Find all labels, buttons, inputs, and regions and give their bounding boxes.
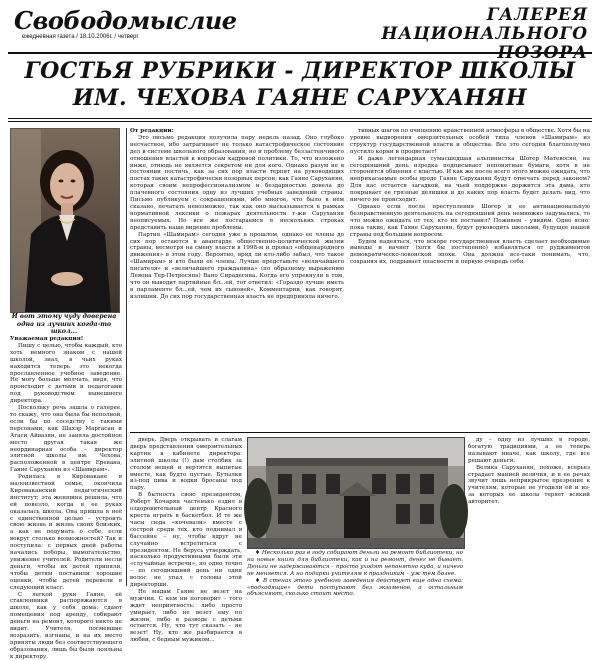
article-paragraph: От редакции: bbox=[130, 128, 174, 134]
headline-rule bbox=[8, 118, 592, 119]
newspaper-subtitle: ежедневная газета / 18.10.2006г. / четверг bbox=[22, 34, 139, 40]
article-paragraph: Будем надеяться, что вскоре государственная власть сделает необходимые выводы и начнет (хотя бы постепенно) избавляться от руджиментов демократическо-ловонской эпохи. Она должна все-таки понимать, что, сохраняя их, подрывает опасности и первую очередь себя. bbox=[350, 238, 590, 266]
section-title bbox=[338, 6, 588, 63]
section-title-line2: НАЦИОНАЛЬНОГО ПОЗОРА bbox=[381, 24, 588, 63]
column-divider bbox=[126, 128, 127, 586]
column-bottom-bullets bbox=[247, 550, 463, 598]
school-building-photo bbox=[247, 437, 465, 549]
article-paragraph: Поскольку речь зашла о галерее, то скажу, что она была бы неполной, если бы по соседству с такими персонами, как Шахэр Маргасан и Агаси Айвазян, не заняла достойное место другая такая же неординарная особа – директор элитной школы им. Чехова, расположенной в центре Еревана, Гаяне Саруханян из «Шамирам». bbox=[10, 405, 122, 474]
article-headline bbox=[8, 58, 592, 112]
headline-line1: ГОСТЬЯ РУБРИКИ - ДИРЕКТОР ШКОЛЫ bbox=[24, 58, 576, 84]
column-bottom-left bbox=[130, 437, 242, 644]
article-paragraph: дверь. Дверь открывать и слагам дверь представления омерзительных картин в кабинете директора: элитной школы (!) дам столбик за столом вещей и вертятся выпитые вместе, как будто пустые. Бутылки из-под пива и водки бросаны под пару. bbox=[130, 437, 242, 492]
article-paragraph: И даже легендарная сумасшедшая альпинистка Шогер Матевосян, на сегодняшний день изредка подписывает непонятные бумаги, хотя в не сторонится общения с властью. И как же после всего этого можно ожидать, что неприкасаемые особы вроде Гаяне Саруханян будут отвечать перед законом? Для нас остается загадкой, на чьей поддержке держится эта дама, кто покрывает ее грязные делишки и до каких пор власть будет делать вид, что ничего не происходит. bbox=[350, 155, 591, 204]
section-divider bbox=[130, 432, 590, 433]
article-paragraph: С легкой руки Гаяне, её ставленники распоряжаются в школе, как у себя дома: сдают помещения под аренду, собирают деньги на ремонт, которого никто не видит. Учителя, посмевшие возразить, изгнаны, и на их место приняты люди без соответствующего образования, лишь бы были лояльны к директору. bbox=[10, 591, 122, 660]
article-paragraph: В бытность свою президентом, Роберт Кочарян частенько ездил в оздоровительный центр Красного креста играть в баскетбол. И те же часы сюда «кочевали» вместе с сестрой среди тех, кто поднимал в бассейне – ну, чтобы вдруг не случайно встретиться с президентом. Не берусь утверждать, насколько продуктивными были эти «случайные встречи», но одно точно – по сегодняшний день ни один волос не упал с головы этой директорши. bbox=[130, 492, 242, 589]
portrait-photo bbox=[10, 128, 120, 313]
article-paragraph: ♦ Несколько раз в году собирают деньги на ремонт библиотеки, но на новые книги для библиотеки, как и на ремонт, денег не бывает. Деньги не задерживаются – просто уходят непонятно куда, и ничего не меняется. А на подарки учителям к праздникам – уж тем более. bbox=[247, 550, 463, 577]
article-paragraph: ду – одну из лучших в городе, богатую традициями, а ее теперь называют иначе, как школу, где все решают деньги. bbox=[468, 437, 590, 464]
article-paragraph: Родилась в Кировакане в малоизвестной семье, окончила Кироваканский педагогический институт; эта женщина решила, что ей повезло, когда в ее руках оказалась школа. Она пришла в неё с единственной целью – устроить свою жизнь и жизнь своих близких, а как не подумать о себе, если вокруг столько возможностей? Так и поступила: с первых дней работы начались поборы, вымогательство, унижение учителей. Родители несли деньги, чтобы их детей приняли, чтобы детям поставили хорошие оценки, чтобы детей перевели в следующий класс. bbox=[10, 474, 122, 591]
article-paragraph: Это письмо редакция получила пару недель назад. Оно глубоко несчастное, ибо затрагивает не только катастрофическое состояние дел в системе школьного образования, но и проблему беззастенчивого отношения властей к вопросам кадровой политики. То, что изложено ниже, отнюдь не является секретом ни для кого. Однако разум не в состоянии постичь, как за сих пор власти терпят на руководящих постах таких катастрофически позорных персон, как Гаяне Саруханян, которая своим непрофессионализмом и бездарностью довела до плачевного состояния одну из лучших учебных заведений страны. Письмо публикуем с сокращениями, ибо многое, что было в нем сказано, печатать невозможно, так как оно высказывается в рамках нормативной лексики о пожарах деятельности г-жи Саруханян неописуемых. Но все же постараемся в нескольких строках представить наше видение проблемы. bbox=[130, 134, 344, 231]
article-paragraph: Не мадам Гаяне не везет на мужчин. С кем ни поговорит – того ждет неприятность: либо просто умирает, либо не везет ему по жизни, либо в разводе с детьми остается. Ну, что тут сказать – не везет! Ну, кто же разбирается в любви, с бедным мужиком... bbox=[130, 588, 242, 644]
school-building-illustration bbox=[248, 438, 464, 548]
section-title-line1: ГАЛЕРЕЯ bbox=[486, 5, 588, 25]
headline-rule-2 bbox=[8, 121, 592, 122]
column-editorial bbox=[130, 128, 344, 430]
article-paragraph: Уважаемая редакция! bbox=[10, 336, 84, 342]
article-paragraph: ♦ В стенах этого учебного заведения действует еще одна схема: «подходящие» дети поступают без экзаменов, а остальным объясняют, сколько стоит место. bbox=[247, 577, 463, 598]
photo-caption: И вот этому чуду доверена одна из лучших когда-то школ... bbox=[11, 313, 117, 335]
portrait-illustration bbox=[11, 129, 119, 312]
article-paragraph: Партия «Шамирам» сегодня уже в прошлом, однако ее члены до сих пор остаются в авангарде общественно-политической жизни страны, несмотря на смену власти в 1998-м и провал «общенародного движения» в этом году. Вероятно, вряд ли кто-либо забыл, что такое «Шамирам» и кто были ее члены. Лучше представьте «величайшего писателя» и «величайшего гражданина» (по образному выражению Левона Тер-Петросяна) Вано Сирадегяна. Когда его упрекнули в том, что он выводит партийные бл...ей, тот ответил: «Гораздо лучше иметь в парламенте бл...ей, чем их сыновей». Комментарии, как говорят, излишни. До сих пор государственная власть не предприняла ничего. bbox=[130, 231, 344, 300]
masthead bbox=[8, 4, 592, 63]
article-paragraph: Пишу с целью, чтобы каждый, кто хоть немного знаком с нашей школой, знал, в чьих руках находится теперь это некогда прославленное учебное заведение. Не могу больше молчать, видя, что происходит с детьми и педагогами под руководством нынешнего директора. bbox=[10, 342, 122, 405]
headline-line2: ИМ. ЧЕХОВА ГАЯНЕ САРУХАНЯН bbox=[72, 85, 528, 111]
column-bottom-right bbox=[468, 437, 590, 587]
article-paragraph: Велика Саруханян, похоже, всерьез страдает манией величия, и в ее речах звучит лишь неприкрытое презрение к учителям, которые не угодили ей и из-за которых ее школа теряет всякий авторитет. bbox=[468, 464, 590, 506]
article-paragraph: Однако если после преступления Шогер и ее антинациональную безнравственную деятельность на сегодняшний день немножко задумались, то что можно ожидать от тех, кто их поставил? Поживем – увидим. Одно ясно: пока такие, как Гаяне Саруханян, будут руководить школами, будущее нашей страны под большим вопросом. bbox=[350, 203, 590, 238]
article-paragraph: тивных шагов по очищению нравственной атмосферы в обществе. Хотя бы на уровне выдворения омерзительных особей типа членов «Шамирам» из структур государственной власти и общества. Все это сегодня благополучно пустило корни и процветает! bbox=[350, 128, 590, 155]
column-left bbox=[10, 336, 122, 660]
newspaper-logo: Свободомыслие bbox=[14, 6, 237, 35]
column-right bbox=[350, 128, 590, 430]
